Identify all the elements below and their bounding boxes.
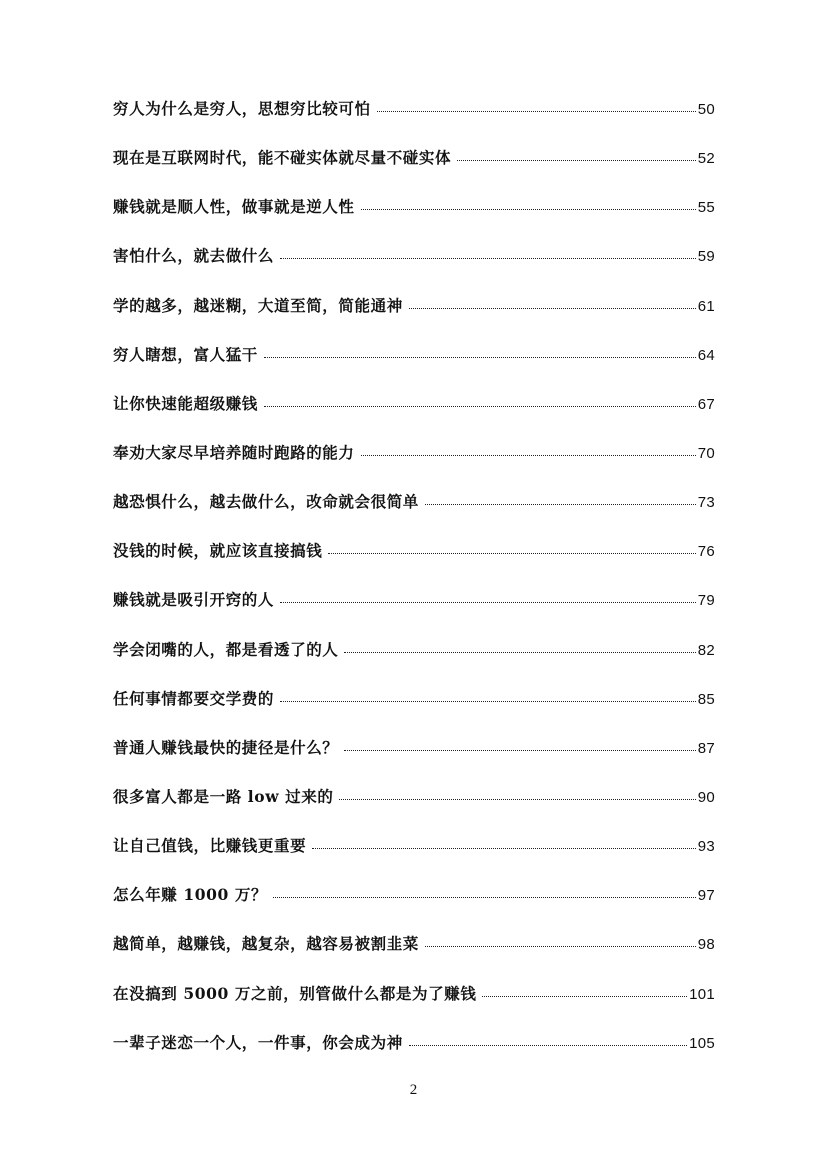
toc-entry[interactable] [113,442,715,494]
toc-entry-title[interactable]: 现在是互联网时代，能不碰实体就尽量不碰实体 [113,148,452,168]
toc-entry-page[interactable]: 64 [697,346,715,364]
toc-entry-title[interactable]: 怎么年赚 1000 万？ [113,885,268,905]
toc-entry[interactable] [113,887,715,936]
toc-entry-page[interactable]: 101 [689,985,715,1003]
dot-leader [482,996,687,997]
toc-entry-title[interactable]: 学的越多，越迷糊，大道至简，简能通神 [113,295,403,315]
toc-entry-title[interactable]: 越恐惧什么，越去做什么，改命就会很简单 [113,492,419,512]
toc-entry-title[interactable]: 在没搞到 5000 万之前，别管做什么都是为了赚钱 [113,983,477,1003]
toc-entry[interactable] [113,983,715,1035]
toc-entry[interactable] [113,543,715,592]
dot-leader [328,553,695,554]
toc-entry-page[interactable]: 82 [697,641,715,659]
toc-entry-page[interactable]: 52 [697,150,715,168]
toc-entry-page[interactable]: 98 [697,936,715,954]
toc-entry-title[interactable]: 穷人瞎想，富人猛干 [113,344,258,364]
toc-entry-page[interactable]: 67 [697,395,715,413]
toc-entry-page[interactable]: 90 [697,788,715,806]
toc-entry[interactable] [113,150,715,199]
dot-leader [312,848,696,849]
page-number: 2 [409,1082,418,1098]
toc-entry-title[interactable]: 一辈子迷恋一个人，一件事，你会成为神 [113,1032,403,1052]
toc-entry-page[interactable]: 105 [689,1034,715,1052]
dot-leader [344,652,695,653]
toc-entry-page[interactable]: 50 [697,101,715,118]
toc-entry[interactable] [113,592,715,641]
dot-leader [339,799,695,800]
toc-entry-title[interactable]: 没钱的时候，就应该直接搞钱 [113,541,323,561]
toc-entry-title[interactable]: 赚钱就是顺人性，做事就是逆人性 [113,197,355,217]
toc-entry[interactable] [113,786,715,838]
toc-entry-page[interactable]: 59 [697,248,715,266]
toc-entry[interactable] [113,101,715,150]
table-of-contents [113,101,715,1084]
toc-entry[interactable] [113,737,715,789]
toc-entry[interactable] [113,344,715,396]
toc-entry[interactable] [113,295,715,347]
toc-entry[interactable] [113,248,715,297]
toc-entry-page[interactable]: 93 [697,838,715,856]
toc-entry-title[interactable]: 让自己值钱，比赚钱更重要 [113,836,307,856]
toc-entry-page[interactable]: 70 [697,444,715,462]
dot-leader [264,406,696,407]
toc-entry-title[interactable]: 普通人赚钱最快的捷径是什么？ [113,737,339,757]
toc-entry-title[interactable]: 害怕什么，就去做什么 [113,246,275,266]
dot-leader [409,1045,687,1046]
dot-leader [409,308,696,309]
toc-entry[interactable] [113,838,715,887]
toc-entry-title[interactable]: 让你快速能超级赚钱 [113,393,258,413]
toc-entry[interactable] [113,639,715,691]
toc-entry-page[interactable]: 55 [697,199,715,217]
dot-leader [361,455,696,456]
toc-entry-title[interactable]: 很多富人都是一路 low 过来的 [113,786,334,806]
toc-entry[interactable] [113,393,715,445]
toc-entry-title[interactable]: 任何事情都要交学费的 [113,688,275,708]
toc-entry[interactable] [113,936,715,985]
toc-entry-title[interactable]: 赚钱就是吸引开窍的人 [113,590,275,610]
dot-leader [361,209,696,210]
dot-leader [344,750,695,751]
toc-entry-title[interactable]: 穷人为什么是穷人，思想穷比较可怕 [113,99,371,118]
toc-entry[interactable] [113,494,715,543]
dot-leader [377,111,696,112]
toc-entry-page[interactable]: 61 [697,297,715,315]
toc-entry-title[interactable]: 学会闭嘴的人，都是看透了的人 [113,639,339,659]
dot-leader [425,946,696,947]
toc-entry-page[interactable]: 87 [697,739,715,757]
toc-entry-page[interactable]: 76 [697,543,715,561]
dot-leader [280,701,696,702]
toc-entry[interactable] [113,688,715,740]
dot-leader [264,357,696,358]
toc-entry-title[interactable]: 越简单，越赚钱，越复杂，越容易被割韭菜 [113,934,419,954]
toc-entry-page[interactable]: 73 [697,494,715,512]
dot-leader [273,897,696,898]
toc-entry-title[interactable]: 奉劝大家尽早培养随时跑路的能力 [113,442,355,462]
toc-entry-page[interactable]: 85 [697,690,715,708]
toc-entry[interactable] [113,199,715,248]
dot-leader [457,160,696,161]
dot-leader [425,504,696,505]
toc-entry-page[interactable]: 97 [697,887,715,905]
toc-entry[interactable] [113,1032,715,1084]
toc-entry-page[interactable]: 79 [697,592,715,610]
dot-leader [280,258,696,259]
dot-leader [280,602,696,603]
